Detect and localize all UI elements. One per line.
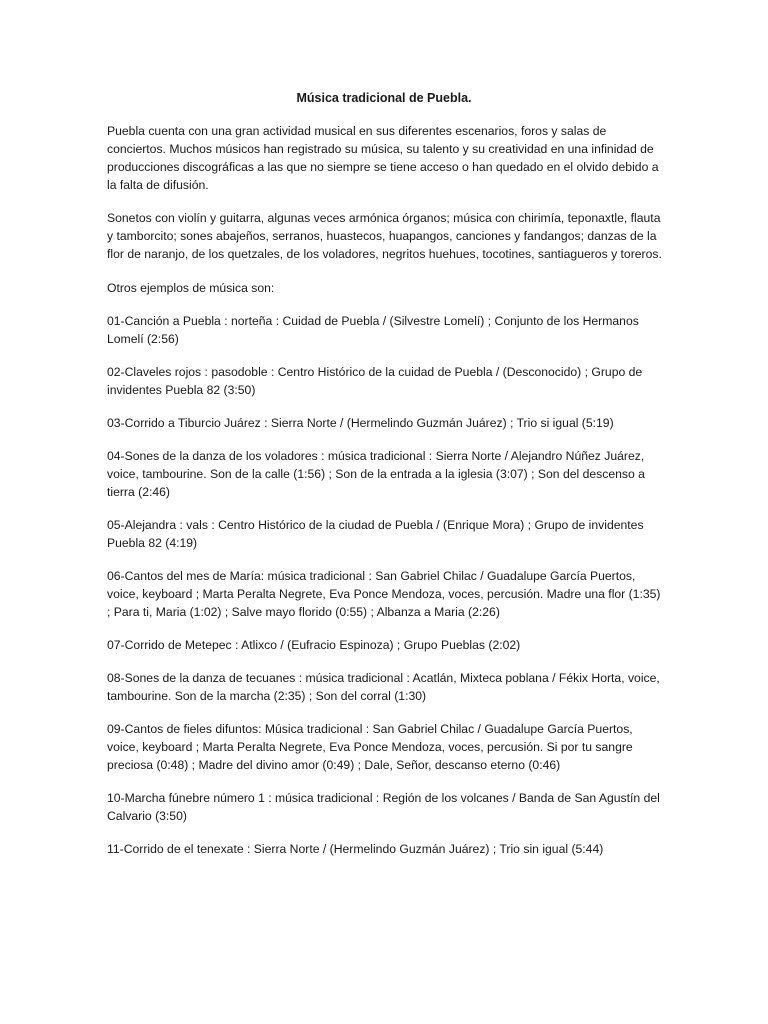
list-item: 05-Alejandra : vals : Centro Histórico de la ciudad de Puebla / (Enrique Mora) ; Grupo de invidentes Puebla 82 (4:19) <box>107 518 644 550</box>
list-item: 01-Canción a Puebla : norteña : Cuidad de Puebla / (Silvestre Lomelí) ; Conjunto de los Hermanos Lomelí (2:56) <box>107 314 639 346</box>
styles-paragraph: Sonetos con violín y guitarra, algunas veces armónica órganos; música con chirimía, teponaxtle, flauta y tamborcito; sones abajeños, serranos, huastecos, huapangos, canciones y fandangos; danzas de la flor de naranjo, de los quetzales, de los voladores, negritos huehues, tocotines, santiagueros y toreros. <box>107 211 662 261</box>
list-item: 10-Marcha fúnebre número 1 : música tradicional : Región de los volcanes / Banda de San Agustín del Calvario (3:50) <box>107 791 660 823</box>
list-item: 02-Claveles rojos : pasodoble : Centro Histórico de la cuidad de Puebla / (Desconocido) ; Grupo de invidentes Puebla 82 (3:50) <box>107 365 643 397</box>
document-body <box>107 122 667 873</box>
intro-paragraph: Puebla cuenta con una gran actividad musical en sus diferentes escenarios, foros y salas de conciertos. Muchos músicos han registrado su música, su talento y su creatividad en una infinidad de producciones discográficas a las que no siempre se tiene acceso o han quedado en el olvido debido a la falta de difusión. <box>107 124 659 192</box>
document-title: Música tradicional de Puebla. <box>296 91 472 105</box>
examples-heading: Otros ejemplos de música son: <box>107 281 275 295</box>
list-item: 03-Corrido a Tiburcio Juárez : Sierra Norte / (Hermelindo Guzmán Juárez) ; Trio si igual (5:19) <box>107 416 614 430</box>
list-item: 04-Sones de la danza de los voladores : música tradicional : Sierra Norte / Alejandro Núñez Juárez, voice, tambourine. Son de la calle (1:56) ; Son de la entrada a la iglesia (3:07) ; Son del descenso a tierra (2:46) <box>107 449 645 499</box>
list-item: 07-Corrido de Metepec : Atlixco / (Eufracio Espinoza) ; Grupo Pueblas (2:02) <box>107 638 521 652</box>
list-item: 11-Corrido de el tenexate : Sierra Norte / (Hermelindo Guzmán Juárez) ; Trio sin igual (5:44) <box>107 842 604 856</box>
list-item: 08-Sones de la danza de tecuanes : música tradicional : Acatlán, Mixteca poblana / Fékix Horta, voice, tambourine. Son de la marcha (2:35) ; Son del corral (1:30) <box>107 671 660 703</box>
list-item: 09-Cantos de fieles difuntos: Música tradicional : San Gabriel Chilac / Guadalupe García Puertos, voice, keyboard ; Marta Peralta Negrete, Eva Ponce Mendoza, voces, percusión. Si por tu sangre preciosa (0:48) ; Madre del divino amor (0:49) ; Dale, Señor, descanso eterno (0:46) <box>107 722 633 772</box>
list-item: 06-Cantos del mes de María: música tradicional : San Gabriel Chilac / Guadalupe García Puertos, voice, keyboard ; Marta Peralta Negrete, Eva Ponce Mendoza, voces, percusión. Madre una flor (1:35) ; Para ti, Maria (1:02) ; Salve mayo florido (0:55) ; Albanza a Maria (2:26) <box>107 569 661 619</box>
